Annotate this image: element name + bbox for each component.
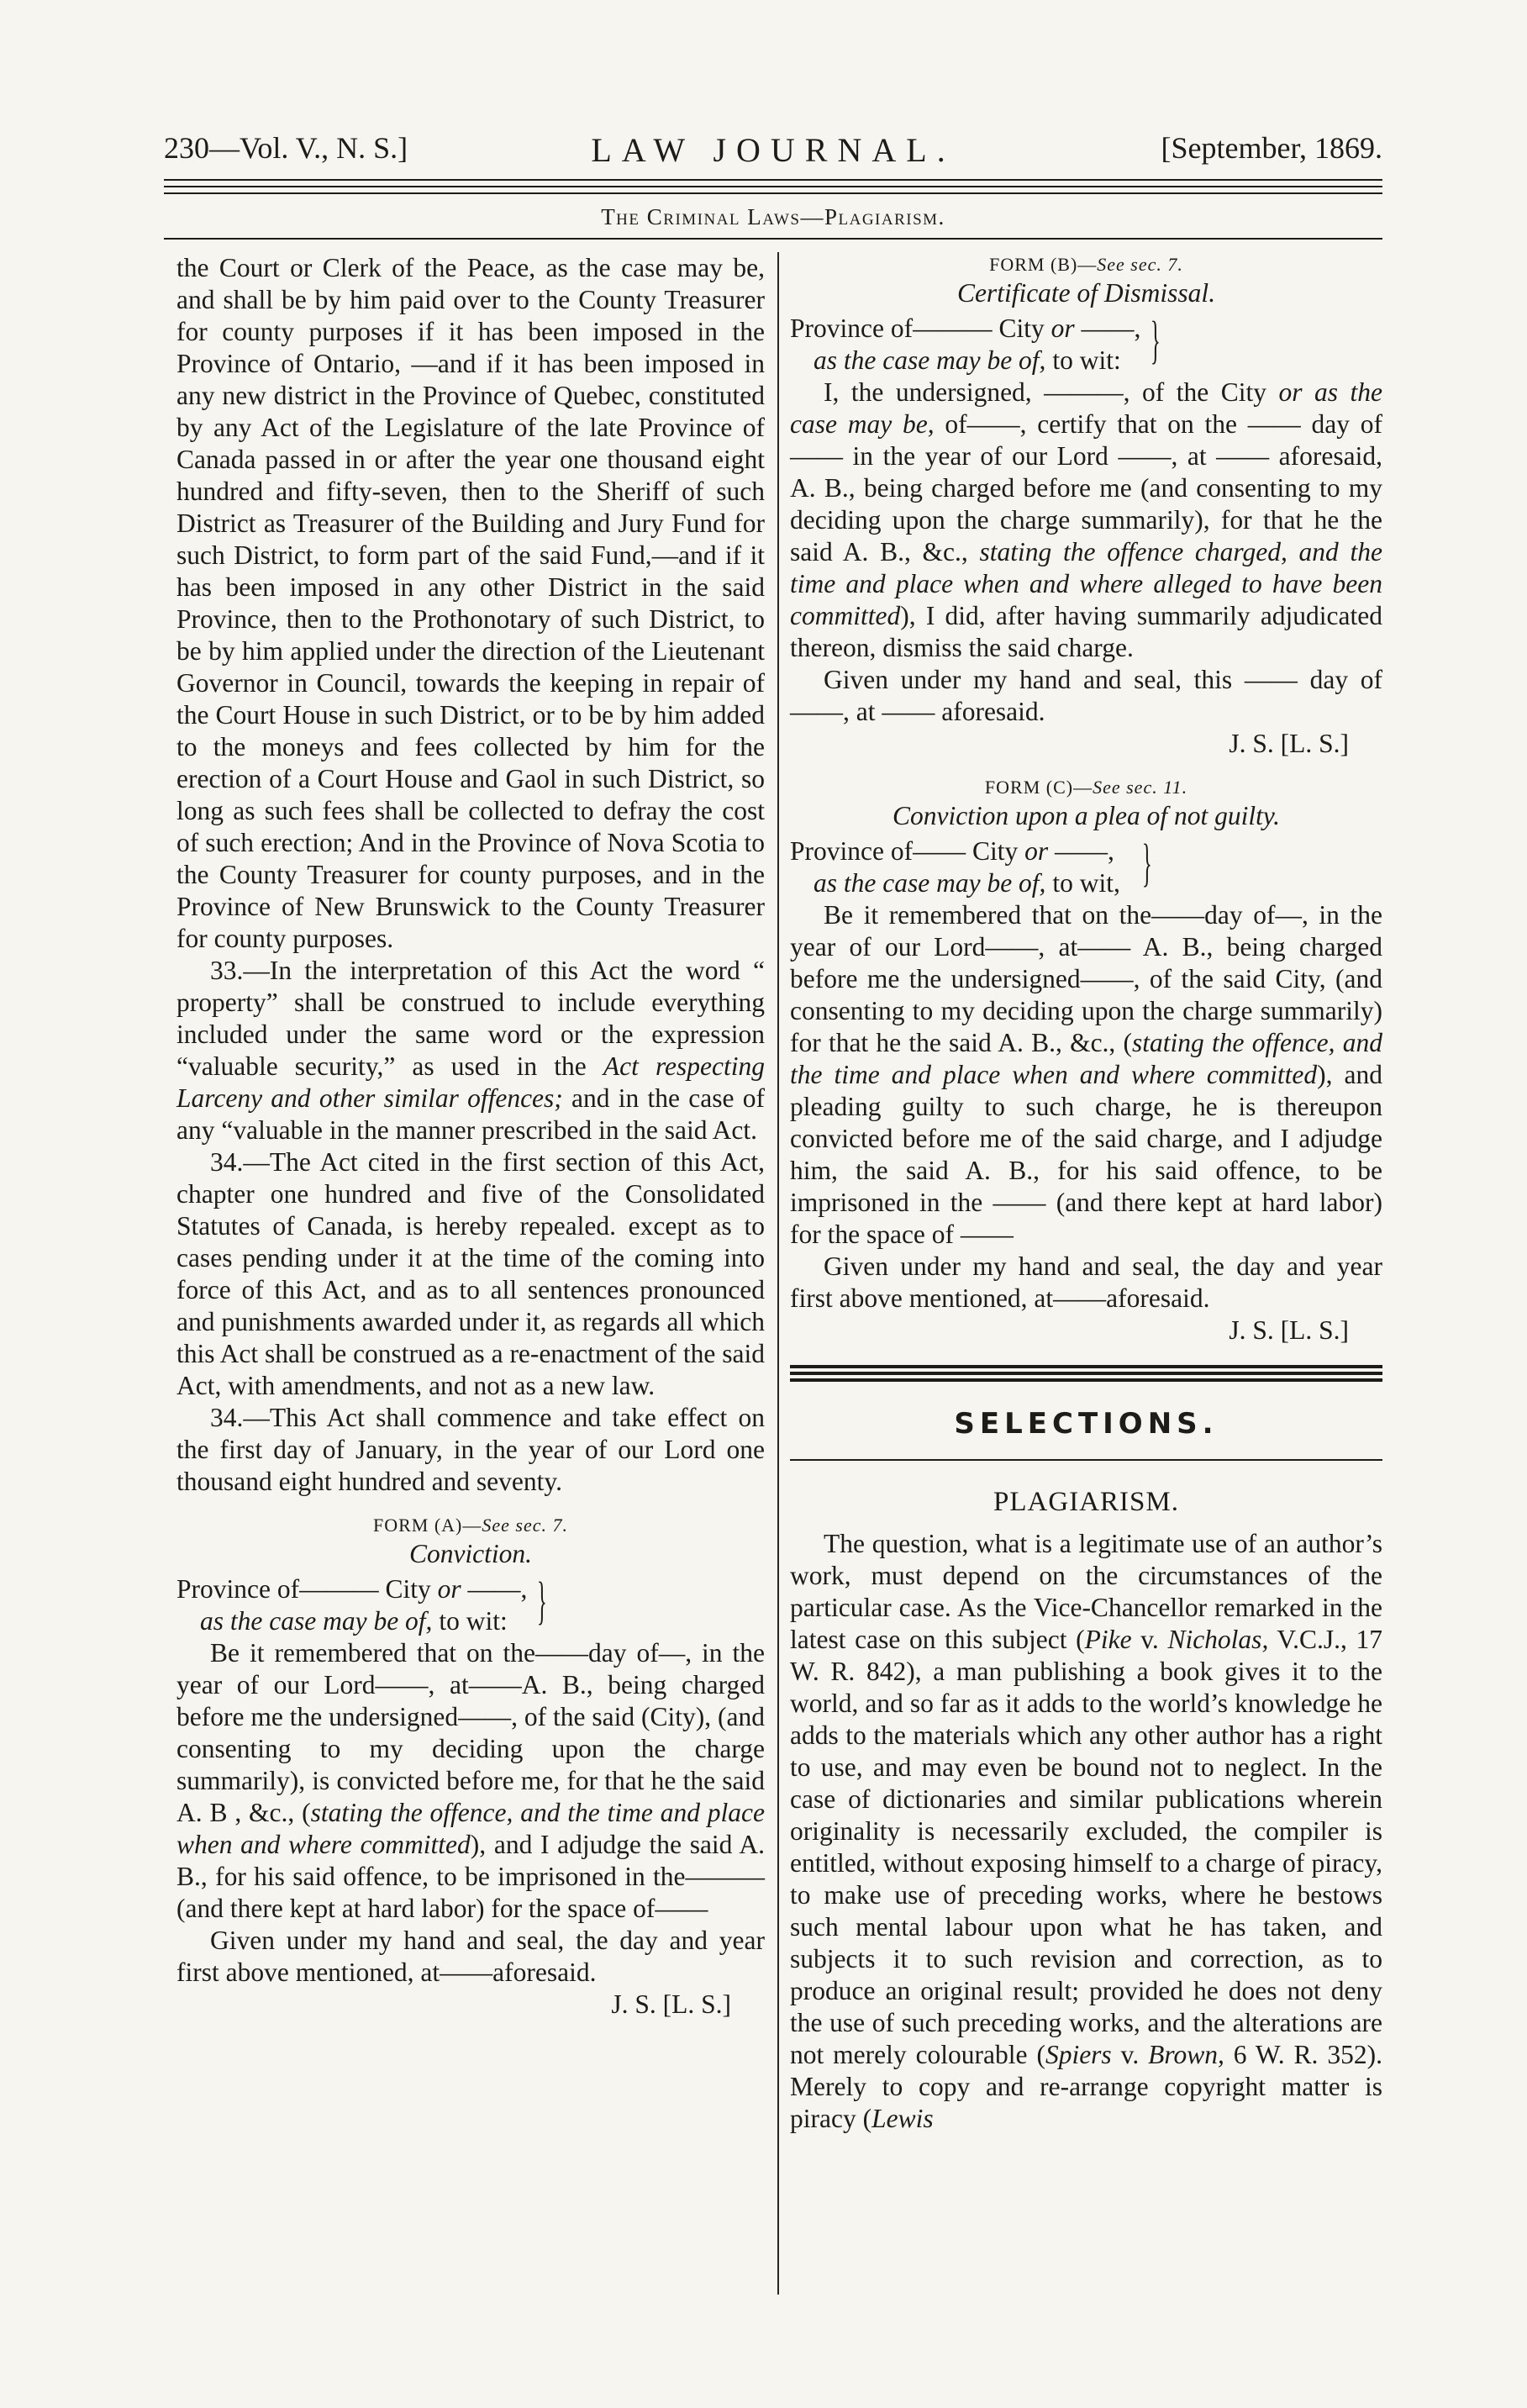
- header-rule: [164, 179, 1382, 181]
- form-c-heading: FORM (C)—See sec. 11.: [984, 777, 1188, 798]
- page-number-volume: 230—Vol. V., N. S.]: [164, 131, 408, 165]
- form-b-given: Given under my hand and seal, this —— day of ——, at —— aforesaid.: [790, 665, 1382, 726]
- selections-heading: SELECTIONS.: [954, 1407, 1219, 1441]
- selections-rules: [790, 1365, 1382, 1382]
- form-c-given: Given under my hand and seal, the day and year first above mentioned, at——aforesaid.: [790, 1251, 1382, 1313]
- header-rule: [164, 186, 1382, 187]
- form-a-signature: J. S. [L. S.]: [611, 1989, 731, 2019]
- journal-title: LAW JOURNAL.: [591, 131, 956, 169]
- section-subheading: The Criminal Laws—Plagiarism.: [601, 204, 945, 229]
- column-divider: [777, 252, 779, 2295]
- header-rule: [164, 192, 1382, 194]
- running-header: [164, 130, 1382, 177]
- section-34-commencement: 34.—This Act shall commence and take effect on the first day of January, in the year of our Lord one thousand eight hundred and seventy.: [176, 1403, 765, 1496]
- form-a-title: Conviction.: [408, 1539, 533, 1568]
- subheading-rule: [164, 238, 1382, 240]
- form-a-given: Given under my hand and seal, the day and year first above mentioned, at——aforesaid.: [176, 1926, 765, 1987]
- form-b-signature: J. S. [L. S.]: [1229, 729, 1349, 758]
- selections-rule: [790, 1459, 1382, 1461]
- right-column: [790, 252, 1382, 2135]
- brace-icon: }: [1150, 312, 1161, 369]
- section-34-repeal: 34.—The Act cited in the first section of this Act, chapter one hundred and five of the Consolidated Statutes of Canada, is hereby repealed. except as to cases pending under it at the time of the coming into force of this Act, and as to all sentences pronounced and punishments awarded under it, as regards all which this Act shall be construed as a re-enactment of the said Act, with amendments, and not as a new law.: [176, 1147, 765, 1400]
- form-a-body: Be it remembered that on the——day of—, in the year of our Lord——, at——A. B., being charged before me the undersigned——, of the said (City), (and consenting to my deciding upon the charge summarily), is convicted before me, for that he the said A. B , &c., (stating the offence, and the time and place when and where committed), and I adjudge the said A. B., for his said offence, to be imprisoned in the———(and there kept at hard labor) for the space of——: [176, 1638, 766, 1923]
- brace-icon: }: [1141, 835, 1152, 892]
- form-c-body: Be it remembered that on the——day of—, in the year of our Lord——, at—— A. B., being charged before me the undersigned——, of the said City, (and consenting to my deciding upon the charge summarily) for that he the said A. B., &c., (stating the offence, and the time and place when and where committed), and pleading guilty to such charge, he is thereupon convicted before me of the said charge, and I adjudge him, the said A. B., for his said offence, to be imprisoned in the —— (and there kept at hard labor) for the space of ——: [790, 900, 1382, 1249]
- plagiarism-title: PLAGIARISM.: [993, 1487, 1179, 1517]
- brace-icon: }: [536, 1573, 547, 1630]
- paragraph-fines: the Court or Clerk of the Peace, as the case may be, and shall be by him paid over to the County Treasurer for county purposes if it has been imposed in the Province of Ontario, —and if it has been imposed in any new district in the Province of Quebec, constituted by any Act of the Legislature of the late Province of Canada passed in or after the year one thousand eight hundred and fifty-seven, then to the Sheriff of such District as Treasurer of the Building and Jury Fund for such District, to form part of the said Fund,—and if it has been imposed in any other District in the said Province, then to the Prothonotary of such District, to be by him applied under the direction of the Lieutenant Governor in Council, towards the keeping in repair of the Court House in such District, or to be by him added to the moneys and fees collected by him for the erection of a Court House and Gaol in such District, so long as such fees shall be collected to defray the cost of such erection; And in the Province of Nova Scotia to the County Treasurer for county purposes, and in the Province of New Brunswick to the County Treasurer for county purposes.: [176, 253, 765, 953]
- form-b-heading: FORM (B)—See sec. 7.: [989, 254, 1183, 275]
- form-b-province: Province of——— City or ——, as the case may be of, to wit: }: [790, 312, 1161, 375]
- form-a-heading: FORM (A)—See sec. 7.: [372, 1515, 569, 1536]
- form-b-body: I, the undersigned, ———, of the City or as the case may be, of——, certify that on the —— day of —— in the year of our Lord ——, at —— aforesaid, A. B., being charged before me (and consenting to my deciding upon the charge summarily), for that he the said A. B., &c., stating the offence charged, and the time and place when and where alleged to have been committed), I did, after having summarily adjudicated thereon, dismiss the said charge.: [790, 377, 1383, 662]
- form-c-title: Conviction upon a plea of not guilty.: [892, 801, 1281, 830]
- form-a-province: Province of——— City or ——, as the case may be of, to wit: }: [176, 1573, 547, 1636]
- form-c-province: Province of—— City or ——, as the case may be of, to wit, }: [790, 835, 1152, 898]
- left-column: [176, 252, 765, 2021]
- form-b-title: Certificate of Dismissal.: [956, 278, 1216, 308]
- plagiarism-body: The question, what is a legitimate use of an author’s work, must depend on the circumstances of the particular case. As the Vice-Chancellor remarked in the latest case on this subject (Pike v. Nicholas, V.C.J., 17 W. R. 842), a man publishing a book gives it to the world, and so far as it adds to the world’s knowledge he adds to the materials which any other author has a right to use, and may even be bound not to neglect. In the case of dictionaries and similar publications wherein originality is necessarily excluded, the compiler is entitled, without exposing himself to a charge of piracy, to make use of preceding works, where he bestows such mental labour upon what he has taken, and subjects it to such revision and correction, as to produce an original result; provided he does not deny the use of such preceding works, and the alterations are not merely colourable (Spiers v. Brown, 6 W. R. 352). Merely to copy and re-arrange copyright matter is piracy (Lewis: [790, 1529, 1382, 2133]
- section-33: 33.—In the interpretation of this Act the word “ property” shall be construed to include everything included under the same word or the expression “valuable security,” as used in the Act respecting Larceny and other similar offences; and in the case of any “valuable in the manner prescribed in the said Act.: [176, 956, 765, 1145]
- form-c-signature: J. S. [L. S.]: [1229, 1315, 1349, 1345]
- issue-date: [September, 1869.: [1161, 131, 1382, 165]
